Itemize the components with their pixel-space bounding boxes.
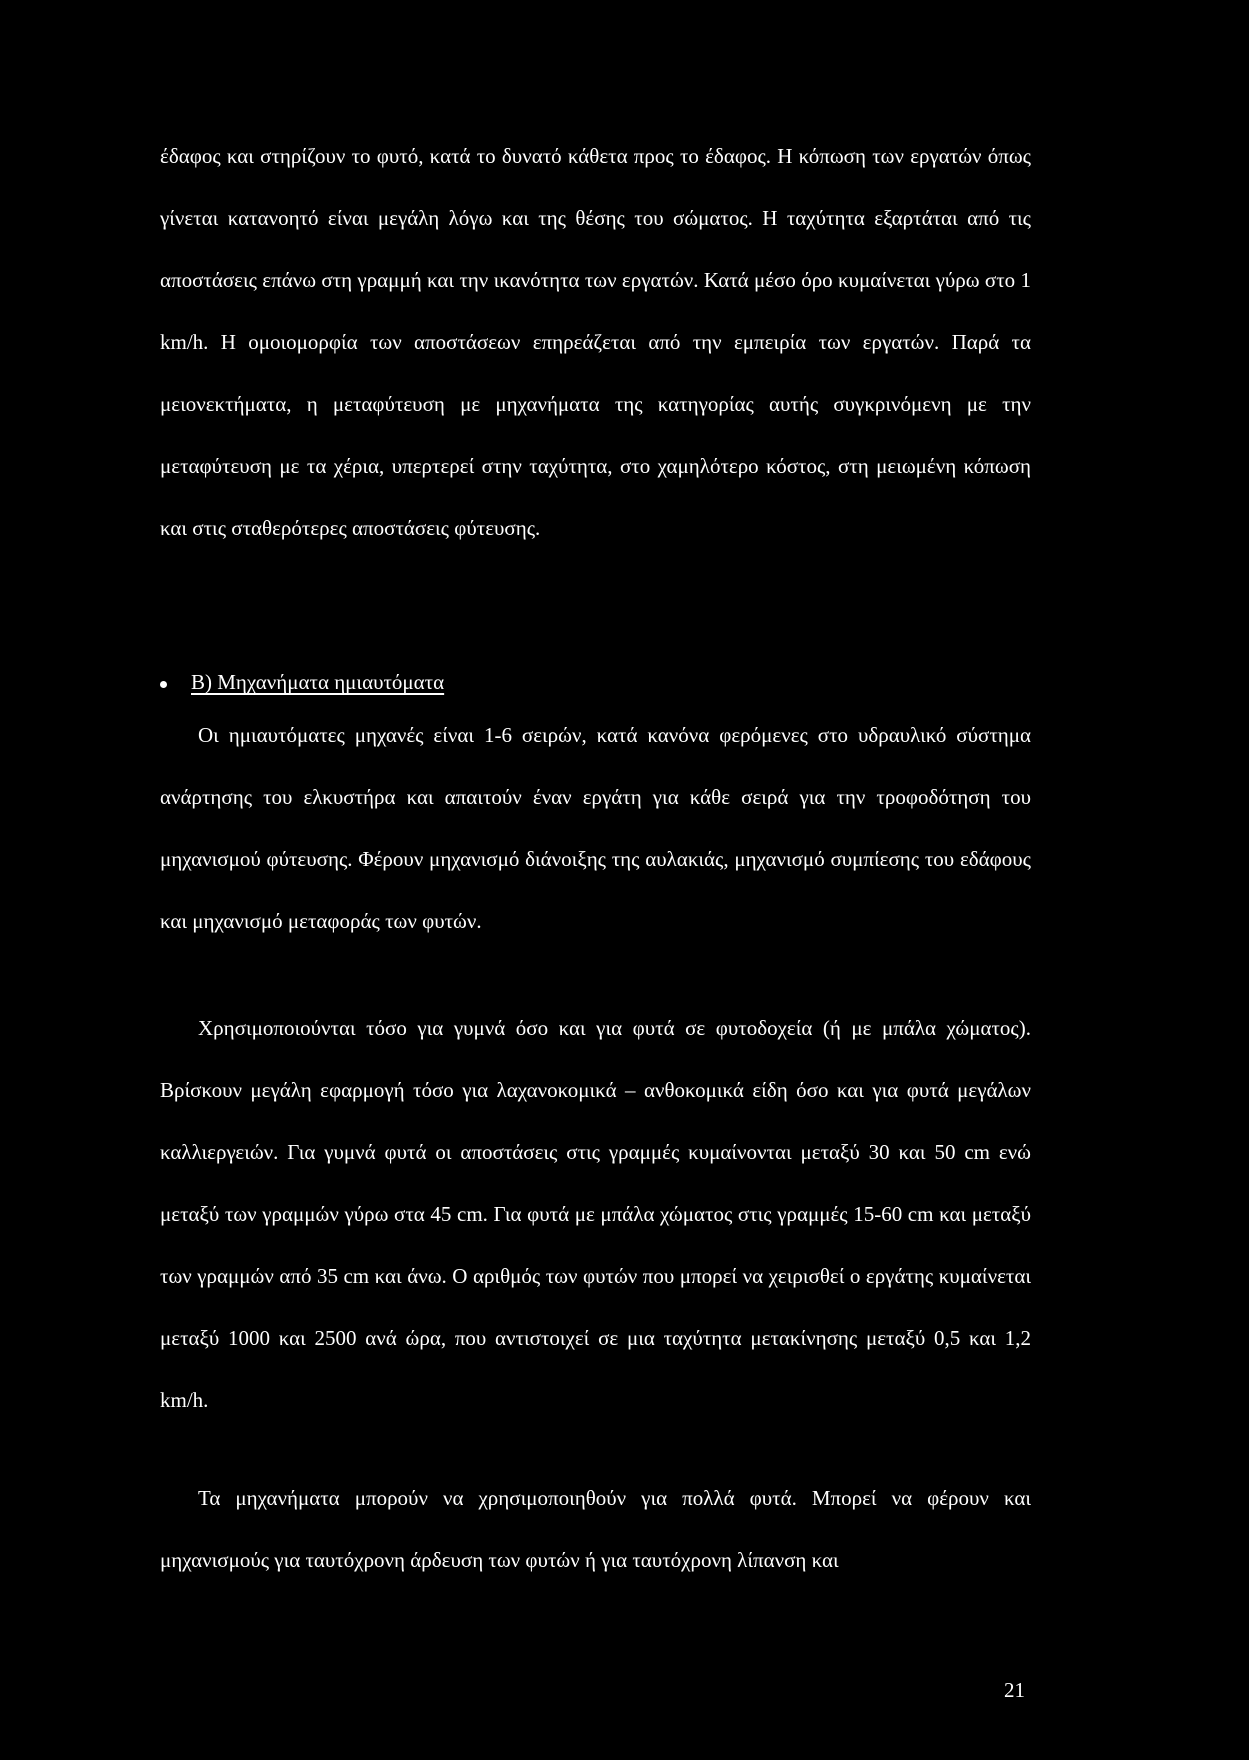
paragraph-semiautomatic-applications: Τα μηχανήματα μπορούν να χρησιμοποιηθούν για πολλά φυτά. Μπορεί να φέρουν και μηχανισμούς για ταυτόχρονη άρδευση των φυτών ή για ταυτόχρονη λίπανση και bbox=[160, 1486, 1031, 1572]
paragraph-manual-transplanting-summary: έδαφος και στηρίζουν το φυτό, κατά το δυνατό κάθετα προς το έδαφος. Η κόπωση των εργατών όπως γίνεται κατανοητό είναι μεγάλη λόγω και της θέσης του σώματος. Η ταχύτητα εξαρτάται από τις αποστάσεις επάνω στη γραμμή και την ικανότητα των εργατών. Κατά μέσο όρο κυμαίνεται γύρω στο 1 km/h. Η ομοιομορφία των αποστάσεων επηρεάζεται από την εμπειρία των εργατών. Παρά τα μειονεκτήματα, η μεταφύτευση με μηχανήματα της κατηγορίας αυτής συγκρινόμενη με την μεταφύτευση με τα χέρια, υπερτερεί στην ταχύτητα, στο χαμηλότερο κόστος, στη μειωμένη κόπωση και στις σταθερότερες αποστάσεις φύτευσης. bbox=[160, 144, 1031, 540]
paragraph-semiautomatic-usage: Χρησιμοποιούνται τόσο για γυμνά όσο και για φυτά σε φυτοδοχεία (ή με μπάλα χώματος). Βρίσκουν μεγάλη εφαρμογή τόσο για λαχανοκομικά – ανθοκομικά είδη όσο και για φυτά μεγάλων καλλιεργειών. Για γυμνά φυτά οι αποστάσεις στις γραμμές κυμαίνονται μεταξύ 30 και 50 cm ενώ μεταξύ των γραμμών γύρω στα 45 cm. Για φυτά με μπάλα χώματος στις γραμμές 15-60 cm και μεταξύ των γραμμών από 35 cm και άνω. Ο αριθμός των φυτών που μπορεί να χειρισθεί ο εργάτης κυμαίνεται μεταξύ 1000 και 2500 ανά ώρα, που αντιστοιχεί σε μια ταχύτητα μετακίνησης μεταξύ 0,5 και 1,2 km/h. bbox=[160, 1016, 1031, 1412]
bullet-icon bbox=[160, 681, 167, 688]
section-heading-text: Β) Μηχανήματα ημιαυτόματα bbox=[191, 670, 445, 694]
page-number: 21 bbox=[1004, 1678, 1025, 1702]
paragraph-semiautomatic-description: Οι ημιαυτόματες μηχανές είναι 1-6 σειρών, κατά κανόνα φερόμενες στο υδραυλικό σύστημα ανάρτησης του ελκυστήρα και απαιτούν έναν εργάτη για κάθε σειρά για την τροφοδότηση του μηχανισμού φύτευσης. Φέρουν μηχανισμό διάνοιξης της αυλακιάς, μηχανισμό συμπίεσης του εδάφους και μηχανισμό μεταφοράς των φυτών. bbox=[160, 723, 1031, 933]
